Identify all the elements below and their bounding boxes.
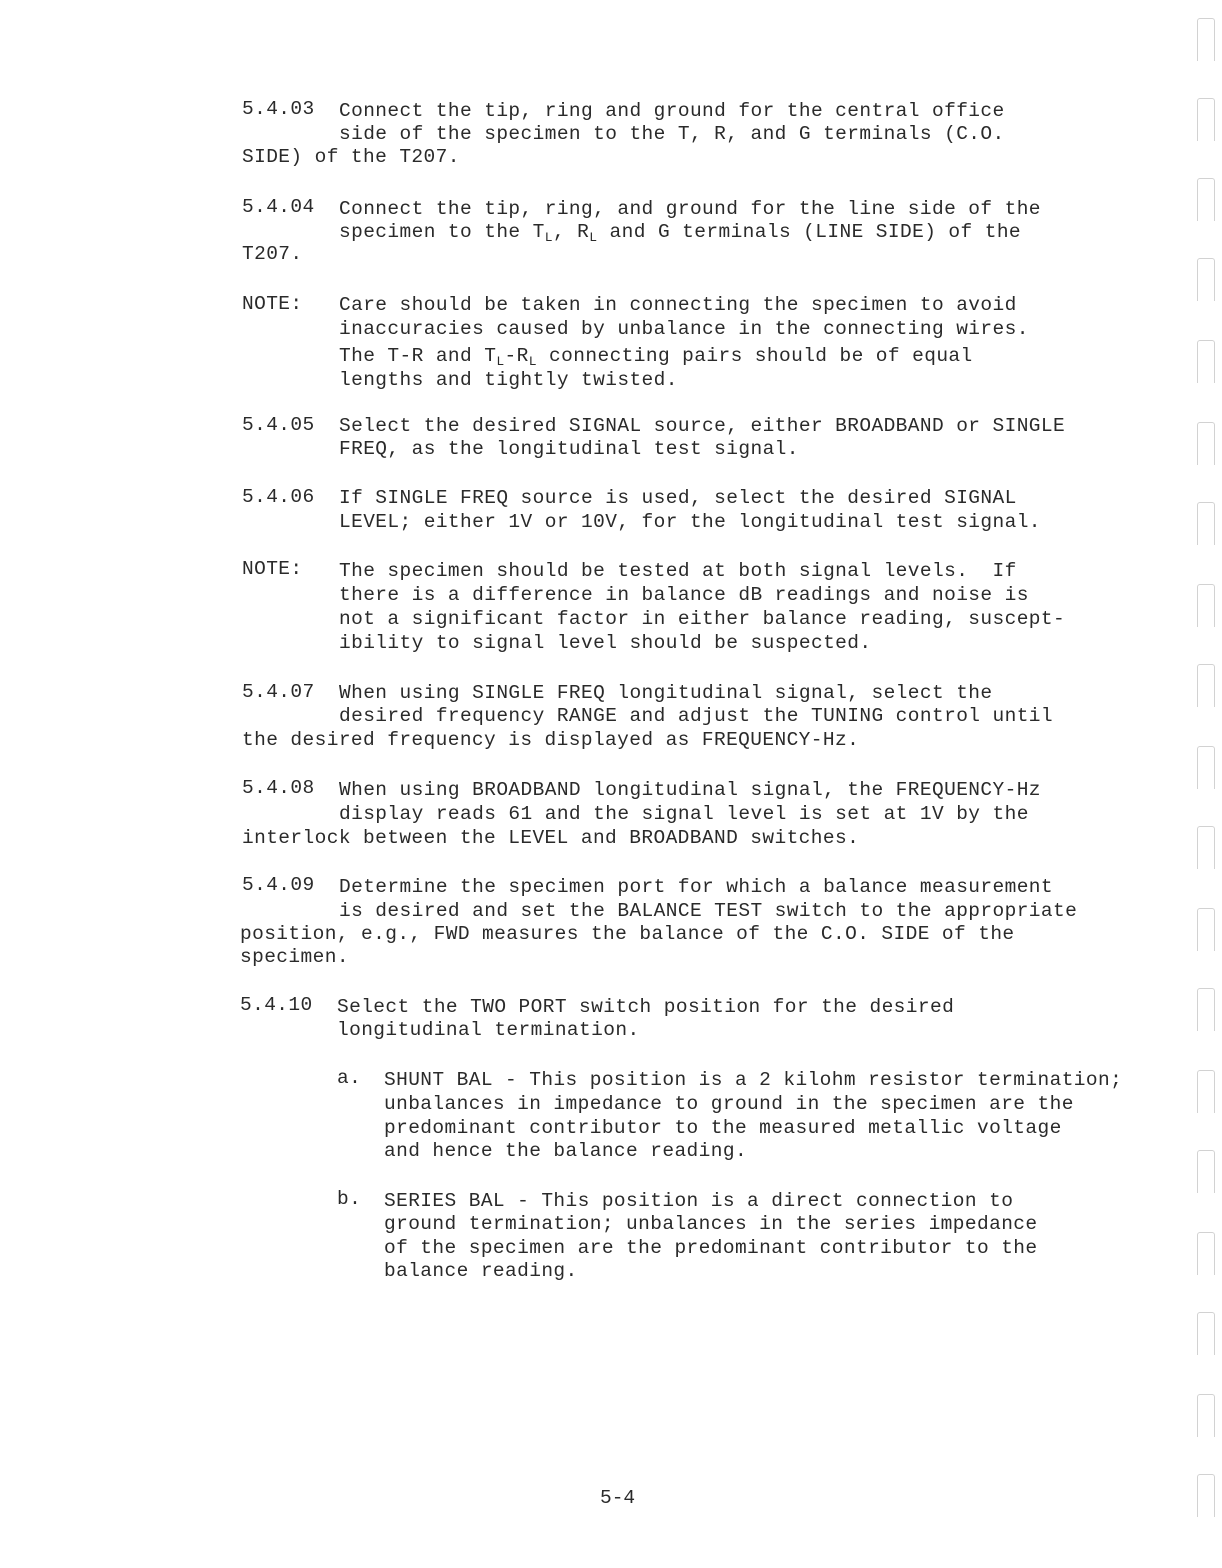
paragraph-text: is desired and set the BALANCE TEST switch to the appropriate [339,900,1078,922]
binder-hole-mark [1197,988,1215,1031]
note-label: NOTE: [242,558,303,580]
binder-hole-mark [1197,1474,1215,1517]
paragraph-text: interlock between the LEVEL and BROADBAND switches. [242,827,860,849]
list-item-text: SERIES BAL - This position is a direct connection to [384,1190,1014,1212]
paragraph-text [339,220,1021,244]
binder-hole-mark [1197,1312,1215,1355]
paragraph-text: If SINGLE FREQ source is used, select the desired SIGNAL [339,487,1017,509]
subscript: L [544,230,553,245]
note-text: ibility to signal level should be suspected. [339,632,872,654]
paragraph-number: 5.4.06 [242,486,315,508]
paragraph-text: LEVEL; either 1V or 10V, for the longitudinal test signal. [339,511,1041,533]
paragraph-number: 5.4.03 [242,98,315,120]
binder-hole-mark [1197,908,1215,951]
paragraph-text: Determine the specimen port for which a balance measurement [339,876,1054,898]
paragraph-text: desired frequency RANGE and adjust the TUNING control until [339,705,1054,727]
paragraph-text: side of the specimen to the T, R, and G terminals (C.O. [339,123,1005,145]
paragraph-text: When using BROADBAND longitudinal signal, the FREQUENCY-Hz [339,779,1041,801]
note-text: not a significant factor in either balance reading, suscept- [339,608,1066,630]
binder-hole-mark [1197,1150,1215,1193]
binder-hole-mark [1197,18,1215,61]
note-text: there is a difference in balance dB readings and noise is [339,584,1029,606]
paragraph-text: Connect the tip, ring and ground for the central office [339,100,1005,122]
binder-hole-mark [1197,340,1215,383]
note-text: lengths and tightly twisted. [339,369,678,391]
binder-hole-mark [1197,502,1215,545]
list-item-text: balance reading. [384,1260,578,1282]
subscript: L [589,230,598,245]
list-item-text: SHUNT BAL - This position is a 2 kilohm resistor termination; [384,1069,1123,1091]
binder-hole-mark [1197,584,1215,627]
text-run: The T-R and T [339,345,497,367]
paragraph-text: SIDE) of the T207. [242,146,460,168]
text-run: specimen to the T [339,221,545,243]
paragraph-text: the desired frequency is displayed as FREQUENCY-Hz. [242,729,860,751]
paragraph-number: 5.4.04 [242,196,315,218]
binder-hole-mark [1197,826,1215,869]
binder-hole-mark [1197,664,1215,707]
paragraph-number: 5.4.10 [240,994,313,1016]
binder-hole-mark [1197,1232,1215,1275]
binder-hole-mark [1197,98,1215,141]
paragraph-text: Select the TWO PORT switch position for the desired [337,996,955,1018]
paragraph-number: 5.4.05 [242,414,315,436]
paragraph-number: 5.4.08 [242,777,315,799]
binder-hole-mark [1197,422,1215,465]
note-text: The specimen should be tested at both signal levels. If [339,560,1017,582]
binder-hole-mark [1197,746,1215,789]
text-run: connecting pairs should be of equal [536,345,973,367]
list-item-text: of the specimen are the predominant contributor to the [384,1237,1038,1259]
paragraph-text: position, e.g., FWD measures the balance of the C.O. SIDE of the [240,923,1015,945]
paragraph-number: 5.4.07 [242,681,315,703]
list-marker: b. [337,1188,362,1210]
subscript: L [528,354,537,369]
note-text [339,344,973,368]
paragraph-text: specimen. [240,946,349,968]
paragraph-text: display reads 61 and the signal level is set at 1V by the [339,803,1029,825]
list-item-text: ground termination; unbalances in the series impedance [384,1213,1038,1235]
list-item-text: unbalances in impedance to ground in the specimen are the [384,1093,1074,1115]
note-label: NOTE: [242,293,303,315]
paragraph-number: 5.4.09 [242,874,315,896]
binder-hole-mark [1197,1070,1215,1113]
list-item-text: predominant contributor to the measured metallic voltage [384,1117,1062,1139]
page-number: 5-4 [600,1487,636,1509]
binder-hole-mark [1197,178,1215,221]
subscript: L [496,354,505,369]
list-item-text: and hence the balance reading. [384,1140,748,1162]
binder-hole-mark [1197,1394,1215,1437]
note-text: inaccuracies caused by unbalance in the connecting wires. [339,318,1029,340]
paragraph-text: FREQ, as the longitudinal test signal. [339,438,799,460]
paragraph-text: longitudinal termination. [337,1019,640,1041]
binder-hole-mark [1197,258,1215,301]
paragraph-text: When using SINGLE FREQ longitudinal signal, select the [339,682,993,704]
paragraph-text: Select the desired SIGNAL source, either BROADBAND or SINGLE [339,415,1066,437]
text-run: and G terminals (LINE SIDE) of the [597,221,1022,243]
paragraph-text: Connect the tip, ring, and ground for the line side of the [339,198,1041,220]
list-marker: a. [337,1067,362,1089]
note-text: Care should be taken in connecting the specimen to avoid [339,294,1017,316]
paragraph-text: T207. [242,243,303,265]
text-run: , R [552,221,590,243]
text-run: -R [504,345,529,367]
